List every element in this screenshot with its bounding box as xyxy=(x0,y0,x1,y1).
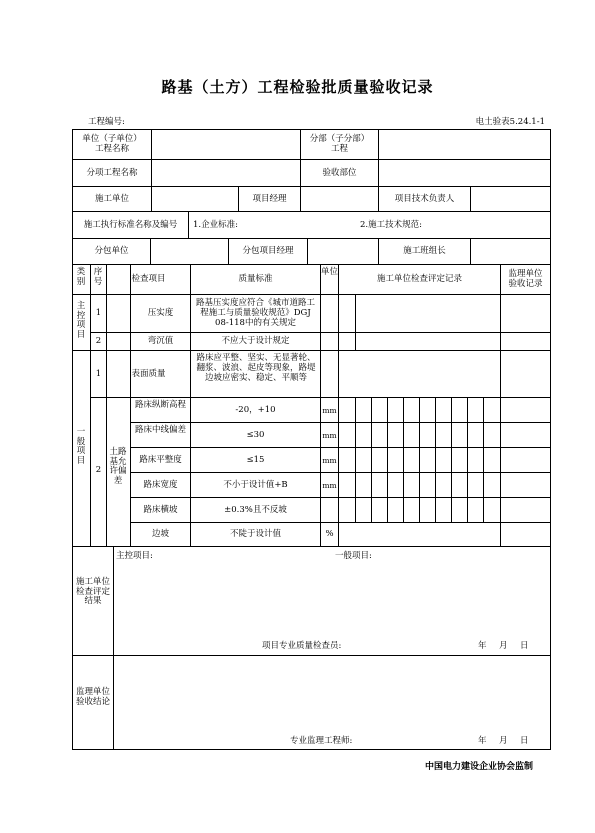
subgroup-label: 土路基允许偏差 xyxy=(109,447,127,486)
page-title: 路基（土方）工程检验批质量验收记录 xyxy=(161,78,434,96)
general-row-1-item: 表面质量 xyxy=(131,369,166,379)
supervisor-year: 年 xyxy=(478,736,487,746)
item-project-label: 分项工程名称 xyxy=(86,168,138,178)
main-row-2-standard: 不应大于设计规定 xyxy=(221,336,290,346)
main-row-2-no: 2 xyxy=(95,336,102,346)
general-row-1-no: 1 xyxy=(95,369,102,379)
tolerance-row-5-standard: ±0.3%且不反坡 xyxy=(224,505,287,515)
tolerance-row-6-item: 边坡 xyxy=(151,529,169,539)
main-items-result-label: 主控项目: xyxy=(116,551,153,561)
enterprise-standard-label: 1.企业标准: xyxy=(193,220,238,230)
tolerance-row-1-unit: mm xyxy=(322,406,337,415)
subcontractor-label: 分包单位 xyxy=(94,246,129,256)
tolerance-row-4-unit: mm xyxy=(322,481,337,490)
col-standard-header: 质量标准 xyxy=(238,274,273,284)
tolerance-row-6-unit: % xyxy=(325,529,334,539)
tolerance-row-1-standard: -20，+10 xyxy=(235,405,276,415)
form-code: 电土验表5.24.1-1 xyxy=(475,117,545,127)
sub-project-label: 分部（子分部） 工程 xyxy=(309,134,370,154)
general-row-1-standard: 路床应平整、坚实、无显著轮、翻浆、波浪、起皮等现象，路堤边坡应密实、稳定、平顺等 xyxy=(196,353,316,383)
main-items-category: 主控项目 xyxy=(76,301,86,340)
col-record-header: 施工单位检查评定记录 xyxy=(376,274,462,284)
project-no-label: 工程编号: xyxy=(88,117,125,127)
standard-label: 施工执行标准名称及编号 xyxy=(83,220,178,230)
general-row-2-no: 2 xyxy=(95,465,102,475)
tolerance-row-2-unit: mm xyxy=(322,431,337,440)
main-row-2-item: 弯沉值 xyxy=(147,336,174,346)
inspector-month: 月 xyxy=(499,641,508,651)
col-supervision-header: 监理单位验收记录 xyxy=(508,269,543,289)
tolerance-row-3-item: 路床平整度 xyxy=(139,455,182,465)
col-unit-header: 单位 xyxy=(321,267,339,277)
col-category-header: 类别 xyxy=(76,267,86,287)
tolerance-row-4-item: 路床宽度 xyxy=(143,480,178,490)
project-manager-label: 项目经理 xyxy=(252,194,287,204)
unit-project-label: 单位（子单位） 工程名称 xyxy=(82,134,142,154)
supervisor-day: 日 xyxy=(520,736,529,746)
tolerance-row-6-standard: 不陡于设计值 xyxy=(229,529,281,539)
supervisor-month: 月 xyxy=(499,736,508,746)
footer-issuer: 中国电力建设企业协会监制 xyxy=(424,762,533,772)
tech-spec-label: 2.施工技术规范: xyxy=(360,220,422,230)
col-item-header: 检查项目 xyxy=(131,274,166,284)
main-row-1-item: 压实度 xyxy=(147,308,174,318)
supervisor-label: 专业监理工程师: xyxy=(290,736,353,746)
tech-leader-label: 项目技术负责人 xyxy=(394,194,455,204)
tolerance-row-4-standard: 不小于设计值+B xyxy=(223,480,288,490)
main-row-1-no: 1 xyxy=(95,308,102,318)
team-leader-label: 施工班组长 xyxy=(403,246,446,256)
col-no-header: 序号 xyxy=(93,267,103,287)
tolerance-row-2-item: 路床中线偏差 xyxy=(134,425,186,435)
tolerance-row-1-item: 路床纵断高程 xyxy=(134,400,186,410)
construction-unit-label: 施工单位 xyxy=(94,194,129,204)
main-row-1-standard: 路基压实度应符合《城市道路工程施工与质量验收规范》DGJ 08-118中的有关规定 xyxy=(195,298,315,328)
general-items-result-label: 一般项目: xyxy=(335,551,372,561)
tolerance-row-3-standard: ≤15 xyxy=(246,455,265,465)
construction-result-label: 施工单位检查评定结果 xyxy=(76,577,111,606)
tolerance-row-2-standard: ≤30 xyxy=(246,430,265,440)
inspector-year: 年 xyxy=(478,641,487,651)
quality-inspector-label: 项目专业质量检查员: xyxy=(262,641,342,651)
supervision-conclusion-label: 监理单位验收结论 xyxy=(76,687,111,707)
inspector-day: 日 xyxy=(520,641,529,651)
acceptance-part-label: 验收部位 xyxy=(322,168,357,178)
sub-manager-label: 分包项目经理 xyxy=(242,246,294,256)
tolerance-row-3-unit: mm xyxy=(322,456,337,465)
tolerance-row-5-item: 路床横坡 xyxy=(143,505,178,515)
general-items-category: 一般项目 xyxy=(76,427,86,466)
